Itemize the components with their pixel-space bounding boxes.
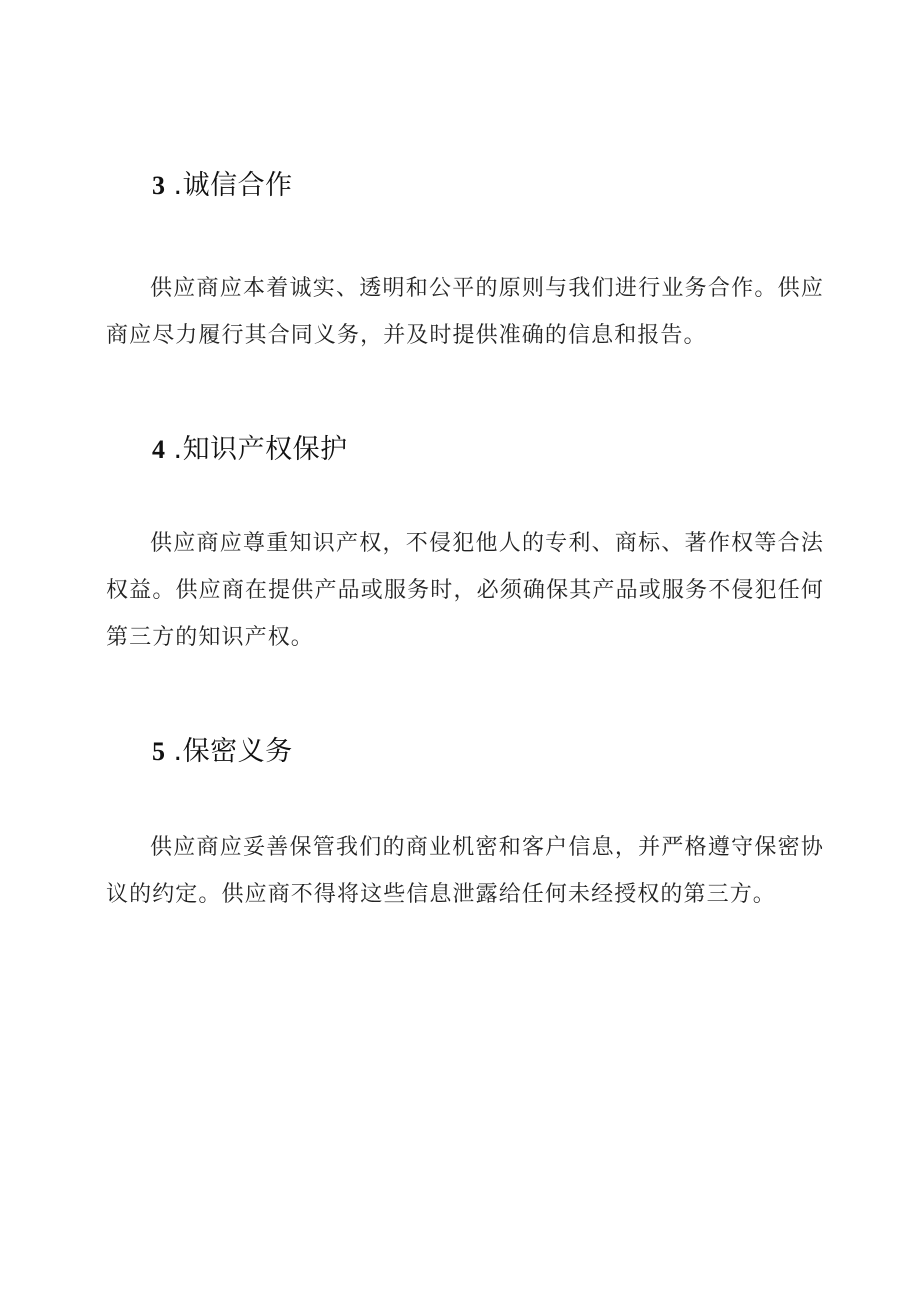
section-number: 5 — [152, 737, 166, 766]
section-heading-4 — [152, 433, 348, 467]
section-number: 3 — [152, 171, 166, 200]
section-body-4: 供应商应尊重知识产权，不侵犯他人的专利、商标、著作权等合法权益。供应商在提供产品或服务时，必须确保其产品或服务不侵犯任何第三方的知识产权。 — [106, 531, 824, 650]
section-title: .知识产权保护 — [173, 434, 348, 465]
section-heading-3 — [152, 169, 293, 203]
section-body-3: 供应商应本着诚实、透明和公平的原则与我们进行业务合作。供应商应尽力履行其合同义务，并及时提供准确的信息和报告。 — [106, 276, 824, 348]
section-title: .诚信合作 — [173, 170, 293, 201]
section-title: .保密义务 — [173, 736, 293, 767]
section-number: 4 — [152, 435, 166, 464]
section-heading-5 — [152, 735, 293, 769]
section-body-5: 供应商应妥善保管我们的商业机密和客户信息，并严格遵守保密协议的约定。供应商不得将这些信息泄露给任何未经授权的第三方。 — [106, 835, 824, 907]
